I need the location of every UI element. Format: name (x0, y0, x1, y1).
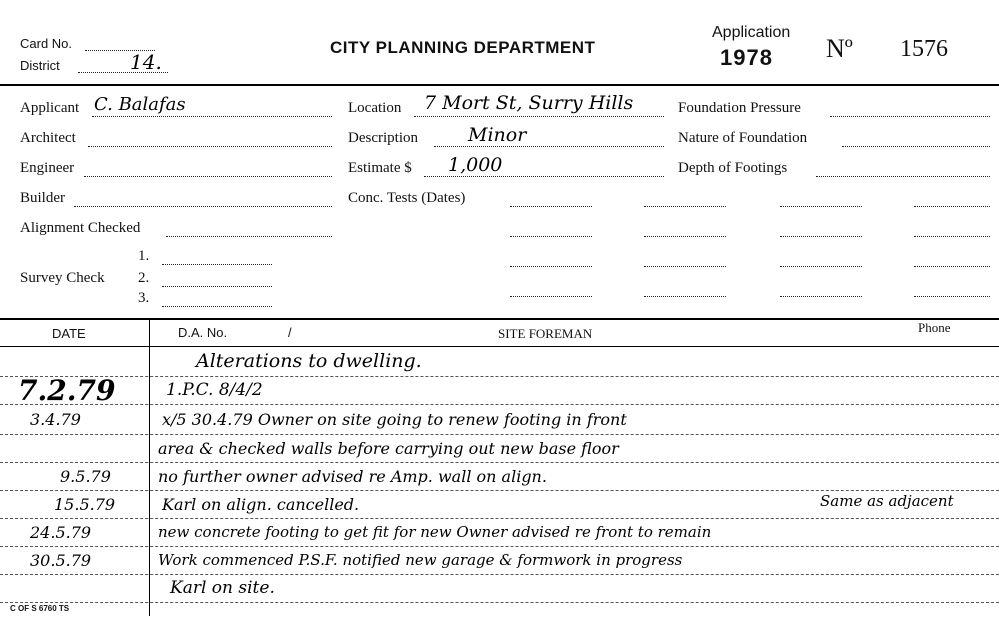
survey-field-2 (162, 286, 272, 287)
log-note: Same as adjacent (820, 492, 954, 510)
survey-field-3 (162, 306, 272, 307)
log-row (0, 574, 999, 602)
log-row (0, 404, 999, 434)
da-separator: / (288, 325, 292, 340)
foundation-pressure-label: Foundation Pressure (678, 100, 801, 116)
survey-field-1 (162, 264, 272, 265)
alignment-field (166, 236, 332, 237)
engineer-label: Engineer (20, 160, 75, 176)
log-text: Work commenced P.S.F. notified new garage & formwork in progress (158, 551, 683, 569)
description-field (434, 146, 664, 147)
foundation-pressure-field (830, 116, 990, 117)
architect-label: Architect (20, 130, 76, 146)
application-label: Application (712, 24, 791, 41)
log-row (0, 434, 999, 462)
engineer-field (84, 176, 332, 177)
conc-field-b3 (644, 266, 726, 267)
survey-item-3: 3. (138, 290, 150, 306)
log-text: Karl on align. cancelled. (162, 495, 360, 514)
log-row (0, 346, 999, 376)
log-date: 7.2.79 (18, 374, 116, 407)
conc-field-b4 (644, 296, 726, 297)
form-code: C OF S 6760 TS (10, 604, 70, 613)
conc-field-c2 (780, 236, 862, 237)
depth-footings-label: Depth of Footings (678, 160, 788, 176)
log-text: Alterations to dwelling. (196, 350, 422, 372)
log-text: new concrete footing to get fit for new Owner advised re front to remain (158, 523, 712, 541)
log-text: x/5 30.4.79 Owner on site going to renew footing in front (162, 410, 627, 429)
builder-field (74, 206, 332, 207)
date-header: DATE (52, 326, 86, 341)
conc-field-c1 (780, 206, 862, 207)
application-number: 1576 (900, 36, 948, 62)
application-year: 1978 (720, 45, 773, 70)
nature-foundation-field (842, 146, 990, 147)
conc-field-a3 (510, 266, 592, 267)
estimate-label: Estimate $ (348, 160, 412, 176)
da-no-header: D.A. No. (178, 325, 228, 340)
log-row (0, 490, 999, 518)
survey-item-2: 2. (138, 270, 150, 286)
alignment-label: Alignment Checked (20, 220, 141, 236)
log-date: 30.5.79 (30, 551, 92, 570)
conc-field-a4 (510, 296, 592, 297)
description-label: Description (348, 130, 418, 146)
log-text: no further owner advised re Amp. wall on align. (158, 467, 547, 486)
applicant-field (92, 116, 332, 117)
log-date: 9.5.79 (60, 467, 111, 486)
builder-label: Builder (20, 190, 65, 206)
header-rule (0, 84, 999, 86)
log-date: 3.4.79 (30, 410, 81, 429)
estimate-field (424, 176, 664, 177)
log-text: Karl on site. (170, 578, 275, 598)
conc-field-d3 (914, 266, 990, 267)
architect-field (88, 146, 332, 147)
conc-field-d4 (914, 296, 990, 297)
conc-field-b2 (644, 236, 726, 237)
log-rule (0, 602, 999, 603)
location-value: 7 Mort St, Surry Hills (424, 92, 634, 114)
site-foreman-header: SITE FOREMAN (498, 326, 593, 341)
conc-field-a2 (510, 236, 592, 237)
phone-header: Phone (918, 320, 951, 335)
log-date: 15.5.79 (54, 495, 116, 514)
log-row (0, 374, 999, 407)
survey-check-label: Survey Check (20, 270, 105, 286)
page-title: CITY PLANNING DEPARTMENT (330, 38, 596, 57)
conc-field-b1 (644, 206, 726, 207)
applicant-value: C. Balafas (94, 94, 186, 115)
survey-item-1: 1. (138, 248, 150, 264)
location-label: Location (348, 100, 402, 116)
log-text: area & checked walls before carrying out new base floor (158, 439, 619, 458)
conc-field-d1 (914, 206, 990, 207)
log-text: 1.P.C. 8/4/2 (166, 380, 263, 400)
conc-field-a1 (510, 206, 592, 207)
log-row (0, 546, 999, 574)
number-symbol: Nº (826, 34, 853, 63)
location-field (414, 116, 664, 117)
estimate-value: 1,000 (448, 154, 503, 176)
district-value: 14. (130, 50, 162, 74)
conc-field-c3 (780, 266, 862, 267)
log-row (0, 462, 999, 490)
nature-foundation-label: Nature of Foundation (678, 130, 808, 146)
conc-tests-label: Conc. Tests (Dates) (348, 190, 466, 206)
applicant-label: Applicant (20, 100, 80, 116)
log-date: 24.5.79 (30, 523, 92, 542)
card-no-label: Card No. (20, 36, 73, 51)
description-value: Minor (468, 124, 527, 146)
log-row (0, 518, 999, 546)
log-body (0, 346, 999, 616)
depth-footings-field (816, 176, 990, 177)
conc-field-c4 (780, 296, 862, 297)
conc-field-d2 (914, 236, 990, 237)
district-label: District (20, 58, 60, 73)
